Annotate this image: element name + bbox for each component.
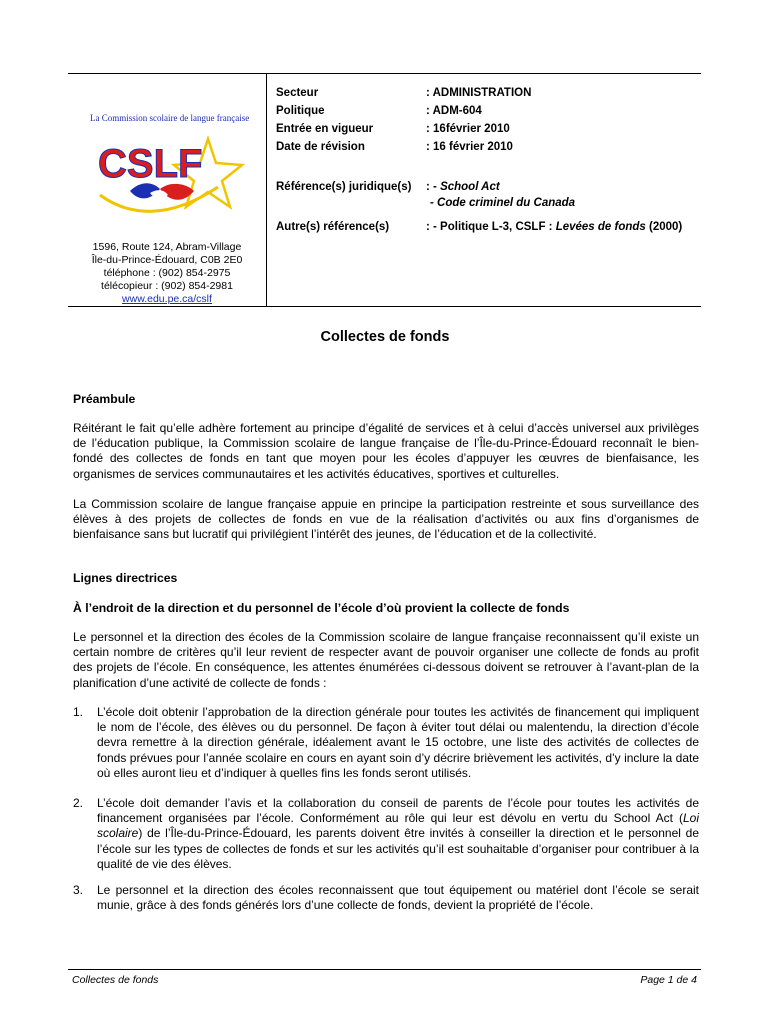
header-divider <box>266 73 267 307</box>
lignes-heading: Lignes directrices <box>73 571 178 585</box>
preambule-paragraph-2: La Commission scolaire de langue française appuie en principe la participation restreinte et sous surveillance des élèves à des projets de collectes de fonds en vue de la réalisation d’activités ou aux fins d’organismes de bienfaisance sans but lucratif qui privilégient l’intérêt des jeunes, de l’éducation et de la collectivité. <box>73 497 699 542</box>
address-line-2: Île-du-Prince-Édouard, C0B 2E0 <box>91 254 243 266</box>
item-2-text-b: ) de l’Île-du-Prince-Édouard, les parents doivent être invités à conseiller la direction et le personnel de l’école sur les types de collectes de fonds et sur les activités qu’il est souhaitable d’organiser pour contribuer à la qualité de vie des élèves. <box>97 826 699 871</box>
fax-number: télécopieur : (902) 854-2981 <box>101 280 233 292</box>
footer-title: Collectes de fonds <box>72 974 159 986</box>
item-2-text-a: L’école doit demander l’avis et la collaboration du conseil de parents de l’école pour toutes les activités de financement organisées par l’école. Conformément au rôle qui leur est dévolu en vertu du School Act ( <box>97 796 699 826</box>
autres-prefix: : - Politique L-3, CSLF : <box>426 221 556 233</box>
preambule-paragraph-1: Réitérant le fait qu’elle adhère fortement au principe d’égalité de services et à celui d’accès universel aux privilèges de l’éducation publique, la Commission scolaire de langue française de l’Île-du-Prince-Édouard reconnaît le bien-fondé des collectes de fonds en tant que moyen pour les écoles d’appuyer les œuvres de bienfaisance, les organismes de services communautaires et les activités éducatives, sportives et culturelles. <box>73 421 699 481</box>
list-item-text <box>97 796 699 872</box>
autres-value <box>426 218 682 236</box>
list-item-number: 1. <box>73 705 84 719</box>
list-item-number: 3. <box>73 883 84 897</box>
list-item-text: L’école doit obtenir l’approbation de la direction générale pour toutes les activités de financement qui impliquent le nom de l’école, des élèves ou du personnel. De façon à éviter tout délai ou malentendu, la direction d’école devra remettre à la direction générale, idéalement avant le 15 octobre, une liste des activités de collectes de fonds prévues pour l’année scolaire en cours en ayant soin d’y décrire brièvement les activités, d’y inclure la date où elles auront lieu et d’indiquer à quelles fins les fonds seront utilisés. <box>97 705 699 780</box>
address-line-1: 1596, Route 124, Abram-Village <box>92 241 242 253</box>
logo-caption: La Commission scolaire de langue française <box>90 113 250 123</box>
item-2-text-italic: Loi scolaire <box>97 811 699 841</box>
entree-label: Entrée en vigueur <box>276 123 374 135</box>
autres-label: Autre(s) référence(s) <box>276 221 390 233</box>
header-top-rule <box>68 73 701 74</box>
logo-wordmark: CSLF <box>98 142 203 186</box>
header-bottom-rule <box>68 306 701 307</box>
preambule-heading: Préambule <box>73 392 136 406</box>
list-item-number: 2. <box>73 796 84 810</box>
sub-heading: À l’endroit de la direction et du personnel de l’école d’où provient la collecte de fonds <box>73 601 570 615</box>
list-item-text: Le personnel et la direction des écoles reconnaissent que tout équipement ou matériel dont l’école se serait munie, grâce à des fonds générés lors d’une collecte de fonds, devient la propriété de l’école. <box>97 883 699 913</box>
cslf-logo <box>90 107 250 233</box>
ref-juridique-label: Référence(s) juridique(s) <box>276 181 412 193</box>
secteur-label: Secteur <box>276 87 319 99</box>
intro-paragraph: Le personnel et la direction des écoles de la Commission scolaire de langue française reconnaissent qu’il existe un certain nombre de critères qu’il leur revient de respecter avant de pouvoir organiser une collecte de fonds au profit des projets de l’école. En conséquence, les attentes énumérées ci-dessous doivent se retrouver à l’avant-plan de la planification d’une activité de collecte de fonds : <box>73 630 699 690</box>
politique-label: Politique <box>276 105 325 117</box>
revision-value: : 16 février 2010 <box>426 141 513 153</box>
revision-label: Date de révision <box>276 141 365 153</box>
autres-suffix: (2000) <box>645 221 683 233</box>
politique-value: : ADM-604 <box>426 105 482 117</box>
cslf-logo-graphic <box>90 107 250 233</box>
policy-header <box>68 73 701 307</box>
document-title: Collectes de fonds <box>320 329 450 345</box>
entree-value: : 16février 2010 <box>426 123 510 135</box>
secteur-value: : ADMINISTRATION <box>426 87 532 99</box>
ref-juridique-school-act: School Act <box>440 181 500 193</box>
footer-rule <box>68 969 701 970</box>
ref-juridique-code-criminel: - Code criminel du Canada <box>430 197 576 209</box>
autres-italic: Levées de fonds <box>555 221 646 233</box>
phone-number: téléphone : (902) 854-2975 <box>103 267 231 279</box>
website-link[interactable]: www.edu.pe.ca/cslf <box>122 293 212 305</box>
ref-juridique-prefix: : - <box>426 181 441 193</box>
page-number: Page 1 de 4 <box>640 974 697 986</box>
address-block <box>68 241 266 306</box>
